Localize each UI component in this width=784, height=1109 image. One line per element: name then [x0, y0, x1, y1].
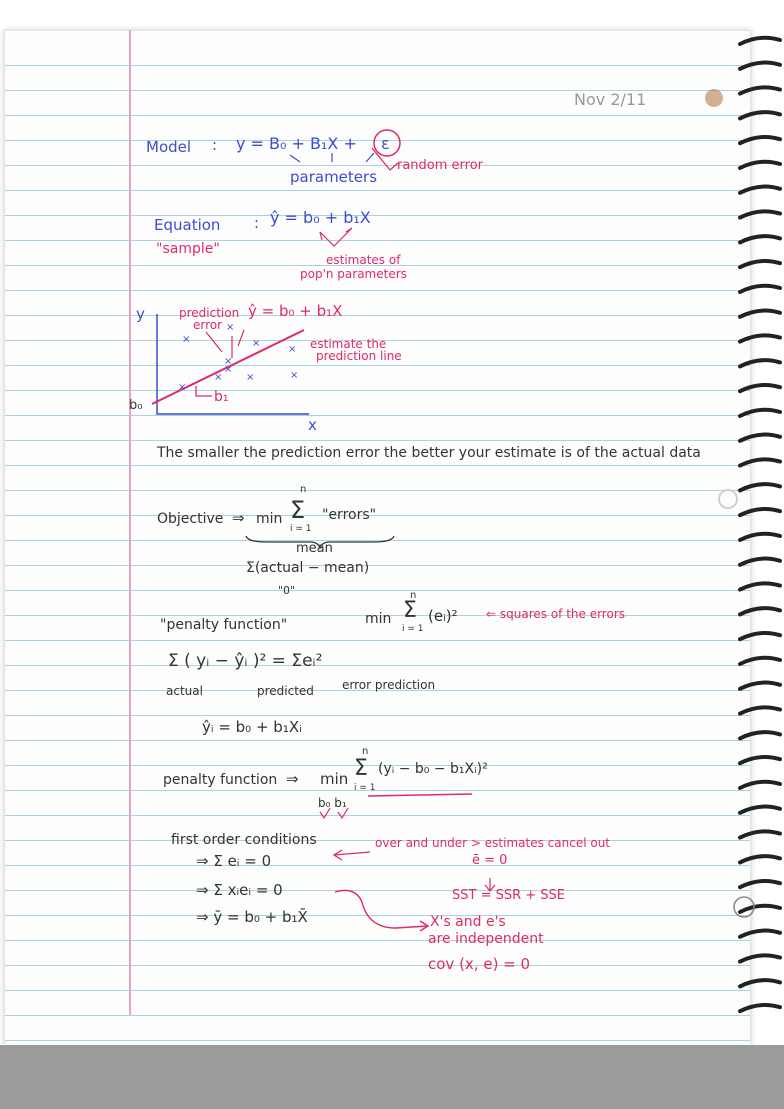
- slope-label: b₁: [214, 389, 229, 405]
- scatter-point: ×: [214, 372, 223, 383]
- random-error-label: random error: [397, 158, 484, 173]
- actual-label: actual: [166, 684, 203, 698]
- penalty-term: (eᵢ)²: [428, 607, 458, 625]
- penalty-sum-bottom: i = 1: [402, 624, 424, 634]
- objective-sum-bottom: i = 1: [290, 524, 312, 534]
- condition-1: ⇒ Σ eᵢ = 0: [196, 852, 272, 870]
- scatter-point: ×: [178, 382, 187, 393]
- scatter-point: ×: [290, 370, 299, 381]
- covariance-note: cov (x, e) = 0: [428, 955, 531, 973]
- objective-label: Objective: [157, 511, 224, 527]
- prediction-error-label: prediction: [179, 306, 240, 320]
- objective-mean: mean: [296, 541, 333, 556]
- objective-sum-top: n: [300, 484, 307, 495]
- penalty-function-sigma: Σ: [354, 756, 368, 781]
- fit-line-label: ŷ = b₀ + b₁X: [248, 302, 343, 320]
- ebar-equation: ē = 0: [472, 853, 508, 868]
- fitted-equation: ŷᵢ = b₀ + b₁Xᵢ: [202, 718, 302, 736]
- scatter-point: ×: [224, 364, 233, 375]
- error-symbol: ε: [381, 134, 390, 153]
- sst-equation: SST = SSR + SSE: [452, 888, 566, 903]
- graph-x-label: x: [308, 416, 317, 434]
- date-label: Nov 2/11: [574, 90, 647, 109]
- residual-lhs: Σ ( yᵢ − ŷᵢ )² = Σeᵢ²: [168, 651, 323, 671]
- equation-formula: ŷ = b₀ + b₁X: [270, 208, 371, 227]
- condition-2: ⇒ Σ xᵢeᵢ = 0: [196, 881, 283, 899]
- equation-colon: :: [254, 214, 260, 232]
- objective-errors: "errors": [322, 507, 377, 523]
- first-order-label: first order conditions: [171, 832, 317, 848]
- scatter-point: ×: [246, 372, 255, 383]
- equation-label: Equation: [154, 216, 221, 234]
- pop-params-label: pop'n parameters: [300, 267, 407, 281]
- prediction-error-label-2: error: [193, 318, 223, 332]
- estimate-label: estimate the: [310, 337, 387, 351]
- over-under-note: over and under > estimates cancel out: [375, 836, 611, 850]
- independence-note: X's and e's: [430, 914, 506, 930]
- graph-y-label: y: [136, 305, 145, 323]
- scatter-point: ×: [288, 344, 297, 355]
- model-colon: :: [212, 136, 218, 154]
- objective-sigma: Σ: [290, 496, 306, 524]
- scatter-point: ×: [224, 356, 233, 367]
- scatter-point: ×: [226, 322, 235, 333]
- model-label: Model: [146, 138, 192, 156]
- error-prediction-label: error prediction: [342, 678, 436, 692]
- penalty-function-label: penalty function: [163, 772, 278, 788]
- penalty-sigma: Σ: [403, 598, 417, 623]
- objective-min: min: [256, 511, 283, 527]
- estimate-label-2: prediction line: [316, 349, 402, 363]
- penalty-function-arrow: ⇒: [286, 770, 299, 788]
- penalty-function-term: (yᵢ − b₀ − b₁Xᵢ)²: [378, 761, 488, 777]
- penalty-function-vars: b₀ b₁: [318, 796, 347, 810]
- sample-label: "sample": [156, 241, 220, 257]
- model-equation: y = B₀ + B₁X +: [236, 134, 357, 153]
- penalty-function-min: min: [320, 770, 349, 788]
- intercept-label: b₀: [129, 398, 143, 413]
- statement-text: The smaller the prediction error the better your estimate is of the actual data: [157, 445, 701, 461]
- penalty-function-sum-bottom: i = 1: [354, 783, 376, 793]
- independence-note-2: are independent: [428, 931, 544, 947]
- predicted-label: predicted: [257, 684, 314, 698]
- squares-note: ⇐ squares of the errors: [486, 607, 626, 621]
- penalty-label: "penalty function": [160, 617, 288, 633]
- objective-actual-mean: Σ(actual − mean): [246, 560, 370, 576]
- scatter-point: ×: [252, 338, 261, 349]
- parameters-label: parameters: [290, 168, 378, 186]
- scatter-point: ×: [182, 334, 191, 345]
- objective-zero: "0": [278, 584, 296, 597]
- objective-arrow: ⇒: [232, 509, 245, 527]
- condition-3: ⇒ ȳ = b₀ + b₁X̄: [196, 908, 308, 926]
- estimates-label: estimates of: [326, 253, 401, 267]
- penalty-sum-top: n: [410, 590, 417, 601]
- penalty-function-sum-top: n: [362, 746, 369, 757]
- penalty-min: min: [365, 611, 392, 627]
